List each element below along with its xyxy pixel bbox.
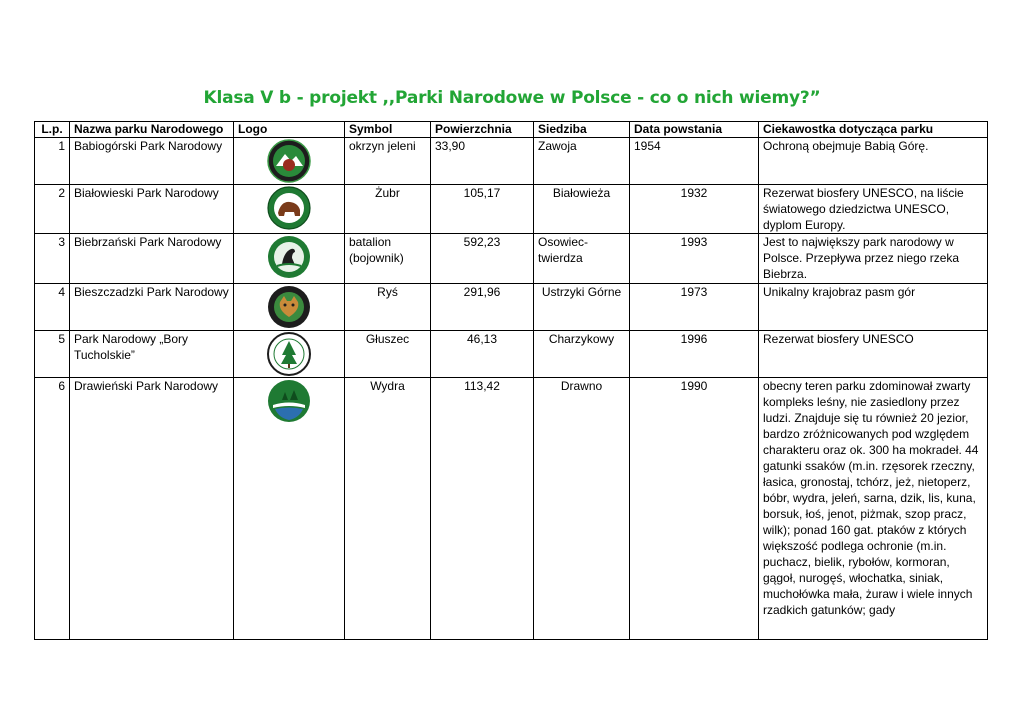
park-symbol: Wydra [345, 378, 431, 640]
table-row [35, 284, 988, 331]
babiogorski-park-logo-icon [265, 138, 313, 184]
row-number: 1 [35, 138, 70, 185]
park-fact: Jest to największy park narodowy w Polsce. Przepływa przez niego rzeka Biebrza. [759, 234, 988, 284]
header-fact: Ciekawostka dotycząca parku [759, 122, 988, 138]
park-founded: 1932 [630, 185, 759, 234]
park-symbol: okrzyn jeleni [345, 138, 431, 185]
park-seat: Zawoja [534, 138, 630, 185]
park-area: 46,13 [431, 331, 534, 378]
parks-table [34, 121, 988, 640]
table-row [35, 234, 988, 284]
park-name: Bieszczadzki Park Narodowy [70, 284, 234, 331]
park-area: 105,17 [431, 185, 534, 234]
park-symbol: Ryś [345, 284, 431, 331]
park-seat: Białowieża [534, 185, 630, 234]
park-fact: Unikalny krajobraz pasm gór [759, 284, 988, 331]
table-header-row [35, 122, 988, 138]
park-founded: 1990 [630, 378, 759, 640]
park-founded: 1993 [630, 234, 759, 284]
park-founded: 1954 [630, 138, 759, 185]
drawienski-park-logo-icon [265, 378, 313, 424]
bialowieski-park-logo-icon [265, 185, 313, 231]
park-seat: Charzykowy [534, 331, 630, 378]
row-number: 3 [35, 234, 70, 284]
park-fact: obecny teren parku zdominował zwarty kompleks leśny, nie zasiedlony przez ludzi. Znajduje się tu również 20 jezior, bardzo zróżnicowanych pod względem charakteru oraz ok. 300 ha mokradeł. 44 gatunki ssaków (m.in. rzęsorek rzeczny, łasica, gronostaj, tchórz, jeż, nietoperz, bóbr, wydra, jeleń, sarna, dzik, lis, kuna, borsuk, łoś, jenot, piżmak, szop pracz, wilk); ponad 160 gat. ptaków z których większość podlega ochronie (m.in. puchacz, bielik, rybołów, kormoran, gągoł, nurogęś, włochatka, siniak, muchołówka mała, żuraw i wiele innych rzadkich gatunków; gady [759, 378, 988, 640]
row-number: 2 [35, 185, 70, 234]
header-seat: Siedziba [534, 122, 630, 138]
table-row [35, 378, 988, 640]
park-logo-cell [234, 234, 345, 284]
table-row [35, 331, 988, 378]
park-founded: 1996 [630, 331, 759, 378]
header-lp: L.p. [35, 122, 70, 138]
row-number: 4 [35, 284, 70, 331]
park-name: Park Narodowy „Bory Tucholskie” [70, 331, 234, 378]
park-symbol: Żubr [345, 185, 431, 234]
park-fact: Ochroną obejmuje Babią Górę. [759, 138, 988, 185]
header-name: Nazwa parku Narodowego [70, 122, 234, 138]
park-logo-cell [234, 138, 345, 185]
park-symbol: batalion (bojownik) [345, 234, 431, 284]
park-logo-cell [234, 331, 345, 378]
park-symbol: Głuszec [345, 331, 431, 378]
header-symbol: Symbol [345, 122, 431, 138]
row-number: 5 [35, 331, 70, 378]
table-row [35, 185, 988, 234]
park-seat: Osowiec-twierdza [534, 234, 630, 284]
park-logo-cell [234, 378, 345, 640]
park-fact: Rezerwat biosfery UNESCO [759, 331, 988, 378]
park-fact: Rezerwat biosfery UNESCO, na liście światowego dziedzictwa UNESCO, dyplom Europy. [759, 185, 988, 234]
park-area: 113,42 [431, 378, 534, 640]
park-founded: 1973 [630, 284, 759, 331]
park-logo-cell [234, 284, 345, 331]
park-seat: Ustrzyki Górne [534, 284, 630, 331]
header-area: Powierzchnia [431, 122, 534, 138]
page-title: Klasa V b - projekt ,,Parki Narodowe w Polsce - co o nich wiemy?” [203, 88, 821, 108]
biebrzanski-park-logo-icon [265, 234, 313, 280]
park-name: Biebrzański Park Narodowy [70, 234, 234, 284]
park-area: 291,96 [431, 284, 534, 331]
park-name: Babiogórski Park Narodowy [70, 138, 234, 185]
park-name: Białowieski Park Narodowy [70, 185, 234, 234]
bory-tucholskie-park-logo-icon [265, 331, 313, 377]
park-area: 33,90 [431, 138, 534, 185]
park-name: Drawieński Park Narodowy [70, 378, 234, 640]
row-number: 6 [35, 378, 70, 640]
header-founded: Data powstania [630, 122, 759, 138]
table-row [35, 138, 988, 185]
park-seat: Drawno [534, 378, 630, 640]
park-area: 592,23 [431, 234, 534, 284]
park-logo-cell [234, 185, 345, 234]
header-logo: Logo [234, 122, 345, 138]
bieszczadzki-park-logo-icon [265, 284, 313, 330]
